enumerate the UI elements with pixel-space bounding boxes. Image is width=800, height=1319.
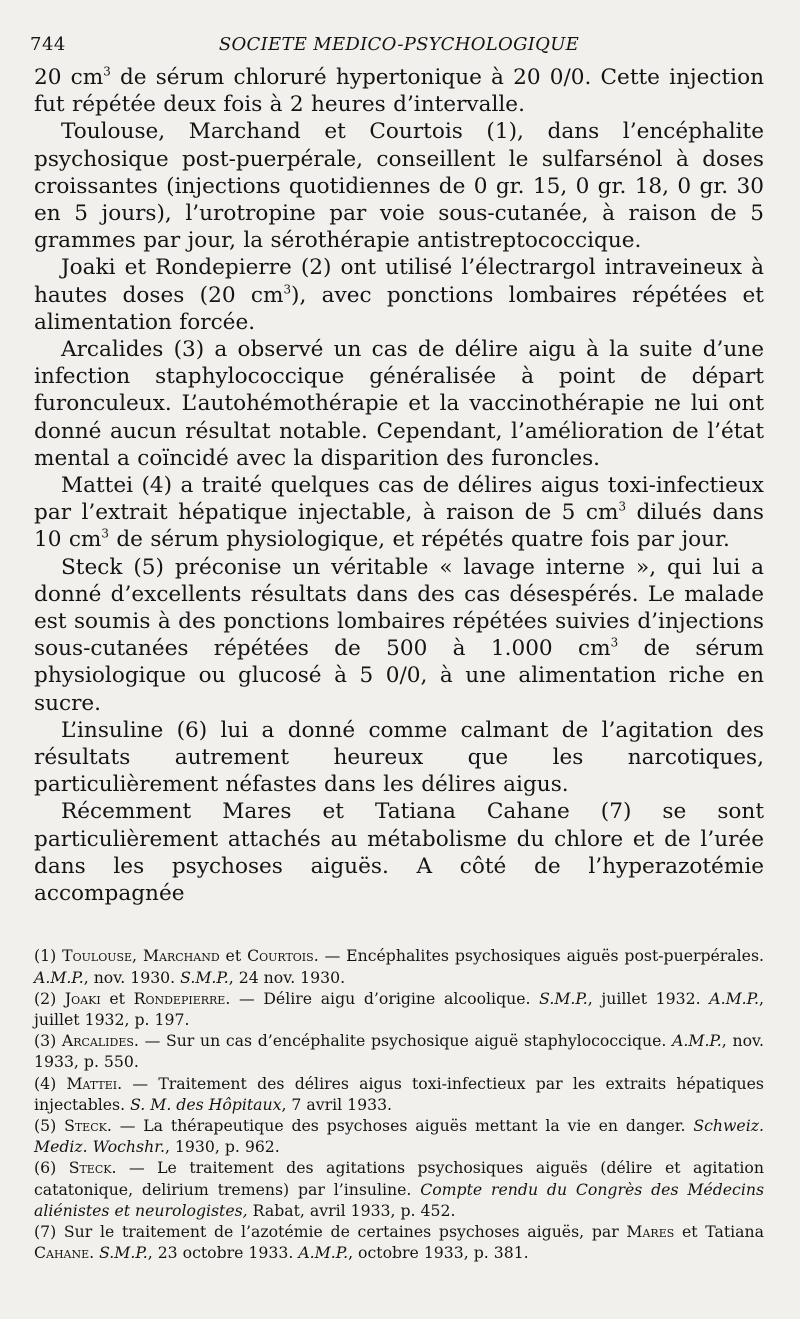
journal-title: SOCIETE MEDICO-PSYCHOLOGIQUE xyxy=(218,34,580,55)
footnote-number: (6) xyxy=(34,1158,69,1178)
footnote-author: Arcalides xyxy=(61,1031,134,1051)
superscript: 3 xyxy=(103,64,111,79)
text-run: . — La thérapeutique des psychoses aiguës mettant la vie en danger. xyxy=(106,1115,694,1135)
footnotes xyxy=(34,945,764,1263)
journal-ref: S. M. des Hôpitaux xyxy=(130,1094,282,1114)
text-run: de sérum physiologique ou glucosé à 5 0/0, à une alimentation riche en sucre. xyxy=(34,636,764,716)
paragraph xyxy=(34,254,764,336)
text-run: Sur le traitement de l’azotémie de certaines psychoses aiguës, par xyxy=(63,1221,627,1241)
text-run: de sérum physiologique, et répétés quatre fois par jour. xyxy=(108,527,730,553)
footnote-2 xyxy=(34,988,764,1030)
superscript: 3 xyxy=(283,282,292,297)
text-run: . — Le traitement des agitations psychosiques aiguës (délire et agitation catatonique, delirium tremens) par l’insuline. xyxy=(34,1158,764,1199)
journal-ref: Schweiz. Mediz. Wochshr. xyxy=(34,1115,764,1157)
paragraph: Toulouse, Marchand et Courtois (1), dans l’encéphalite psychosique post-puerpérale, conseillent le sulfarsénol à doses croissantes (injections quotidiennes de 0 gr. 15, 0 gr. 18, 0 gr. 30 en 5 jours), l’urotropine par voie sous-cutanée, à raison de 5 grammes par jour, la sérothérapie antistreptococcique. xyxy=(34,119,764,254)
footnote-number: (3) xyxy=(34,1031,62,1051)
text-run: , nov. 1930. xyxy=(83,967,181,987)
footnote-author: Steck xyxy=(64,1115,107,1135)
paragraph xyxy=(34,64,764,118)
paragraph xyxy=(34,472,764,554)
footnote-number: (5) xyxy=(34,1115,65,1135)
text-run: , 7 avril 1933. xyxy=(281,1094,393,1114)
journal-ref: A.M.P. xyxy=(709,988,759,1008)
text-run: et xyxy=(219,946,248,966)
journal-ref: S.M.P. xyxy=(99,1243,148,1263)
book-page xyxy=(30,30,764,1263)
text-run: de sérum chloruré hypertonique à 20 0/0. Cette injection fut répétée deux fois à 2 heures d’intervalle. xyxy=(34,65,764,118)
footnote-number: (7) xyxy=(34,1221,64,1241)
text-run: et xyxy=(100,988,134,1008)
footnote-author: Steck xyxy=(68,1158,112,1178)
paragraph xyxy=(34,554,764,717)
text-run: , juillet 1932. xyxy=(587,988,710,1008)
text-run: . — Traitement des délires aigus toxi-infectieux par les extraits hépatiques injectables. xyxy=(34,1073,764,1114)
running-head xyxy=(30,30,764,64)
text-run: . — Délire aigu d’origine alcoolique. xyxy=(225,988,540,1008)
main-text xyxy=(34,64,764,907)
superscript: 3 xyxy=(618,499,627,514)
paragraph: Récemment Mares et Tatiana Cahane (7) se sont particulièrement attachés au métabolisme du chlore et de l’urée dans les psychoses aiguës. A côté de l’hyperazotémie accompagnée xyxy=(34,799,764,907)
superscript: 3 xyxy=(101,527,109,542)
footnote-author: Rondepierre xyxy=(133,988,226,1008)
footnote-author: Joaki xyxy=(64,988,101,1008)
text-run: , 23 octobre 1933. xyxy=(147,1243,299,1263)
text-run: Joaki et Rondepierre (2) ont utilisé l’électrargol intraveineux à hautes doses (20 cm xyxy=(34,255,764,308)
journal-ref: Compte rendu du Congrès des Médecins aliénistes et neurologistes, xyxy=(34,1179,764,1220)
footnote-1 xyxy=(34,945,764,987)
footnote-author: Courtois xyxy=(247,946,314,966)
text-run: , octobre 1933, p. 381. xyxy=(348,1243,529,1263)
journal-ref: A.M.P. xyxy=(672,1031,722,1051)
text-run: Mattei (4) a traité quelques cas de délires aigus toxi-infectieux par l’extrait hépatique injectable, à raison de 5 cm xyxy=(34,473,764,526)
text-run: et Tatiana xyxy=(674,1221,764,1241)
journal-ref: S.M.P. xyxy=(539,988,588,1008)
text-run: . xyxy=(89,1243,100,1263)
text-run: ), avec ponctions lombaires répétées et alimentation forcée. xyxy=(34,282,764,335)
paragraph: L’insuline (6) lui a donné comme calmant de l’agitation des résultats autrement heureux que les narcotiques, particulièrement néfastes dans les délires aigus. xyxy=(34,717,764,798)
text-run: Rabat, avril 1933, p. 452. xyxy=(247,1200,456,1220)
page-number: 744 xyxy=(30,34,66,55)
footnote-4 xyxy=(34,1073,764,1115)
text-run: Steck (5) préconise un véritable « lavage interne », qui lui a donné d’excellents résultats dans des cas désespérés. Le malade est soumis à des ponctions lombaires répétées suivies d’injections sous-cutanées répétées de 500 à 1.000 cm xyxy=(34,554,764,662)
journal-ref: A.M.P. xyxy=(34,967,84,987)
text-run: 20 cm xyxy=(34,65,104,90)
footnote-author: Mattei xyxy=(66,1073,118,1093)
text-run: , juillet 1932, p. 197. xyxy=(34,988,764,1029)
footnote-7 xyxy=(34,1221,764,1263)
footnote-number: (1) xyxy=(34,946,63,966)
superscript: 3 xyxy=(610,635,619,650)
text-run: , nov. 1933, p. 550. xyxy=(34,1031,764,1072)
text-run: , 1930, p. 962. xyxy=(164,1137,280,1157)
footnote-6 xyxy=(34,1157,764,1221)
journal-ref: S.M.P. xyxy=(180,967,229,987)
footnote-3 xyxy=(34,1030,764,1072)
footnote-author: Mares xyxy=(626,1221,675,1241)
journal-ref: A.M.P. xyxy=(298,1243,349,1263)
text-run: , 24 nov. 1930. xyxy=(228,967,346,987)
footnote-number: (2) xyxy=(34,988,65,1008)
footnote-number: (4) xyxy=(34,1073,67,1093)
footnote-author: Cahane xyxy=(34,1243,90,1263)
text-run: . — Encéphalites psychosiques aiguës post-puerpérales. xyxy=(313,946,764,966)
footnote-author: Toulouse, Marchand xyxy=(62,946,220,966)
footnote-5 xyxy=(34,1115,764,1157)
paragraph: Arcalides (3) a observé un cas de délire aigu à la suite d’une infection staphylococcique généralisée à point de départ furonculeux. L’autohémothérapie et la vaccinothérapie ne lui ont donné aucun résultat notable. Cependant, l’amélioration de l’état mental a coïncidé avec la disparition des furoncles. xyxy=(34,337,764,471)
text-run: . — Sur un cas d’encéphalite psychosique aiguë staphylococcique. xyxy=(133,1031,673,1051)
text-run: dilués dans 10 cm xyxy=(34,500,764,553)
